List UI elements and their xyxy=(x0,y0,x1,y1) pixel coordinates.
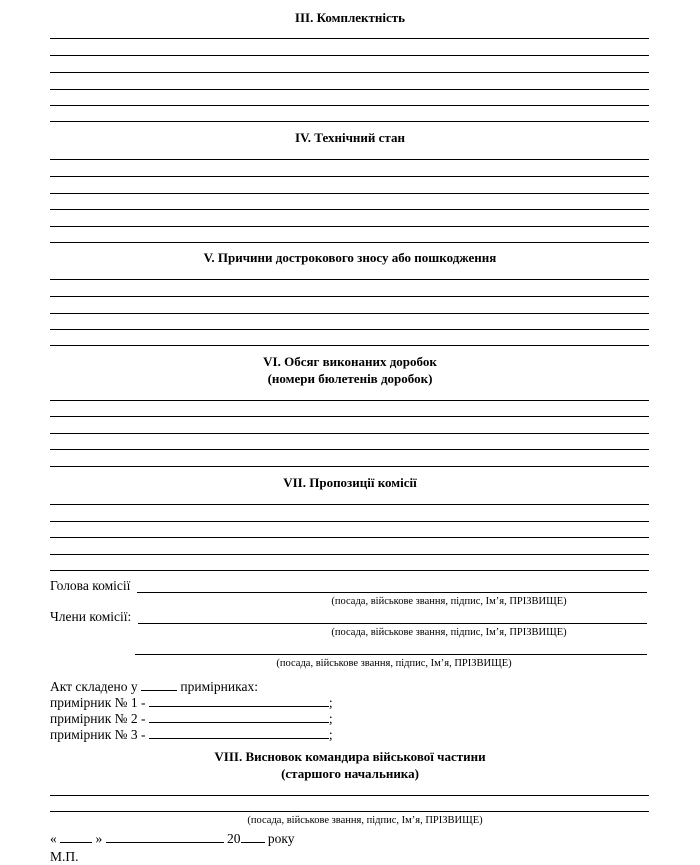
copies-made-suffix: примірниках: xyxy=(180,679,258,694)
section-4-line xyxy=(50,242,649,243)
section-3-line xyxy=(50,38,649,39)
copy-2-end: ; xyxy=(328,711,333,726)
section-4-line xyxy=(50,159,649,160)
section-7-line xyxy=(50,521,649,522)
section-4-line xyxy=(50,226,649,227)
section-5-title: V. Причини дострокового зносу або пошкодження xyxy=(203,250,497,265)
copy-1-end: ; xyxy=(328,695,333,710)
copy-2-blank[interactable] xyxy=(149,711,329,723)
date-close-quote: » xyxy=(95,831,103,846)
section-5-line xyxy=(50,279,649,280)
copy-3-end: ; xyxy=(328,727,333,742)
date-line xyxy=(50,831,295,847)
section-4-line xyxy=(50,193,649,194)
date-month-blank[interactable] xyxy=(106,831,224,843)
copy-2-label: примірник № 2 - xyxy=(50,711,146,726)
chair-signature-line[interactable] xyxy=(137,592,647,593)
section-5-line xyxy=(50,313,649,314)
section-4-line xyxy=(50,176,649,177)
member-signature-line[interactable] xyxy=(138,623,647,624)
members-label: Члени комісії: xyxy=(50,609,132,624)
chair-caption: (посада, військове звання, підпис, Ім’я, ПРІЗВИЩЕ) xyxy=(331,596,567,607)
section-4-title: IV. Технічний стан xyxy=(295,130,405,145)
section-8-subtitle: (старшого начальника) xyxy=(281,766,419,781)
section-6-line xyxy=(50,433,649,434)
section-3-line xyxy=(50,55,649,56)
section-6-line xyxy=(50,466,649,467)
copy-1-label: примірник № 1 - xyxy=(50,695,146,710)
commander-signature-line[interactable] xyxy=(50,811,649,812)
copy-3-line xyxy=(50,727,333,743)
copy-3-label: примірник № 3 - xyxy=(50,727,146,742)
copy-1-blank[interactable] xyxy=(149,695,329,707)
copy-3-blank[interactable] xyxy=(149,727,329,739)
date-year-suffix: року xyxy=(267,831,295,846)
date-day-blank[interactable] xyxy=(60,831,92,843)
section-5-line xyxy=(50,345,649,346)
section-3-line xyxy=(50,89,649,90)
commander-caption: (посада, військове звання, підпис, Ім’я, ПРІЗВИЩЕ) xyxy=(247,815,483,826)
section-3-title: III. Комплектність xyxy=(294,10,406,25)
section-7-line xyxy=(50,537,649,538)
chair-label: Голова комісії xyxy=(50,578,131,593)
section-6-line xyxy=(50,400,649,401)
section-7-line xyxy=(50,554,649,555)
section-4-line xyxy=(50,209,649,210)
member-caption: (посада, військове звання, підпис, Ім’я, ПРІЗВИЩЕ) xyxy=(331,627,567,638)
date-open-quote: « xyxy=(50,831,57,846)
copies-made-line xyxy=(50,679,258,695)
member-caption: (посада, військове звання, підпис, Ім’я, ПРІЗВИЩЕ) xyxy=(276,658,512,669)
section-7-line xyxy=(50,570,649,571)
section-5-line xyxy=(50,329,649,330)
section-3-line xyxy=(50,72,649,73)
section-6-line xyxy=(50,416,649,417)
copy-1-line xyxy=(50,695,333,711)
section-5-line xyxy=(50,296,649,297)
section-8-line xyxy=(50,795,649,796)
section-3-line xyxy=(50,121,649,122)
copies-made-prefix: Акт складено у xyxy=(50,679,138,694)
section-3-line xyxy=(50,105,649,106)
section-6-subtitle: (номери бюлетенів доробок) xyxy=(267,371,433,386)
member-signature-line[interactable] xyxy=(135,654,647,655)
section-8-title: VIII. Висновок командира військової частини xyxy=(214,749,486,764)
stamp-label: М.П. xyxy=(50,849,79,864)
section-6-title: VI. Обсяг виконаних доробок xyxy=(263,354,437,369)
copies-count-blank[interactable] xyxy=(141,679,177,691)
section-6-line xyxy=(50,449,649,450)
copy-2-line xyxy=(50,711,333,727)
date-year-blank[interactable] xyxy=(241,831,265,843)
section-7-line xyxy=(50,504,649,505)
date-year-prefix: 20 xyxy=(227,831,241,846)
section-7-title: VII. Пропозиції комісії xyxy=(283,475,417,490)
